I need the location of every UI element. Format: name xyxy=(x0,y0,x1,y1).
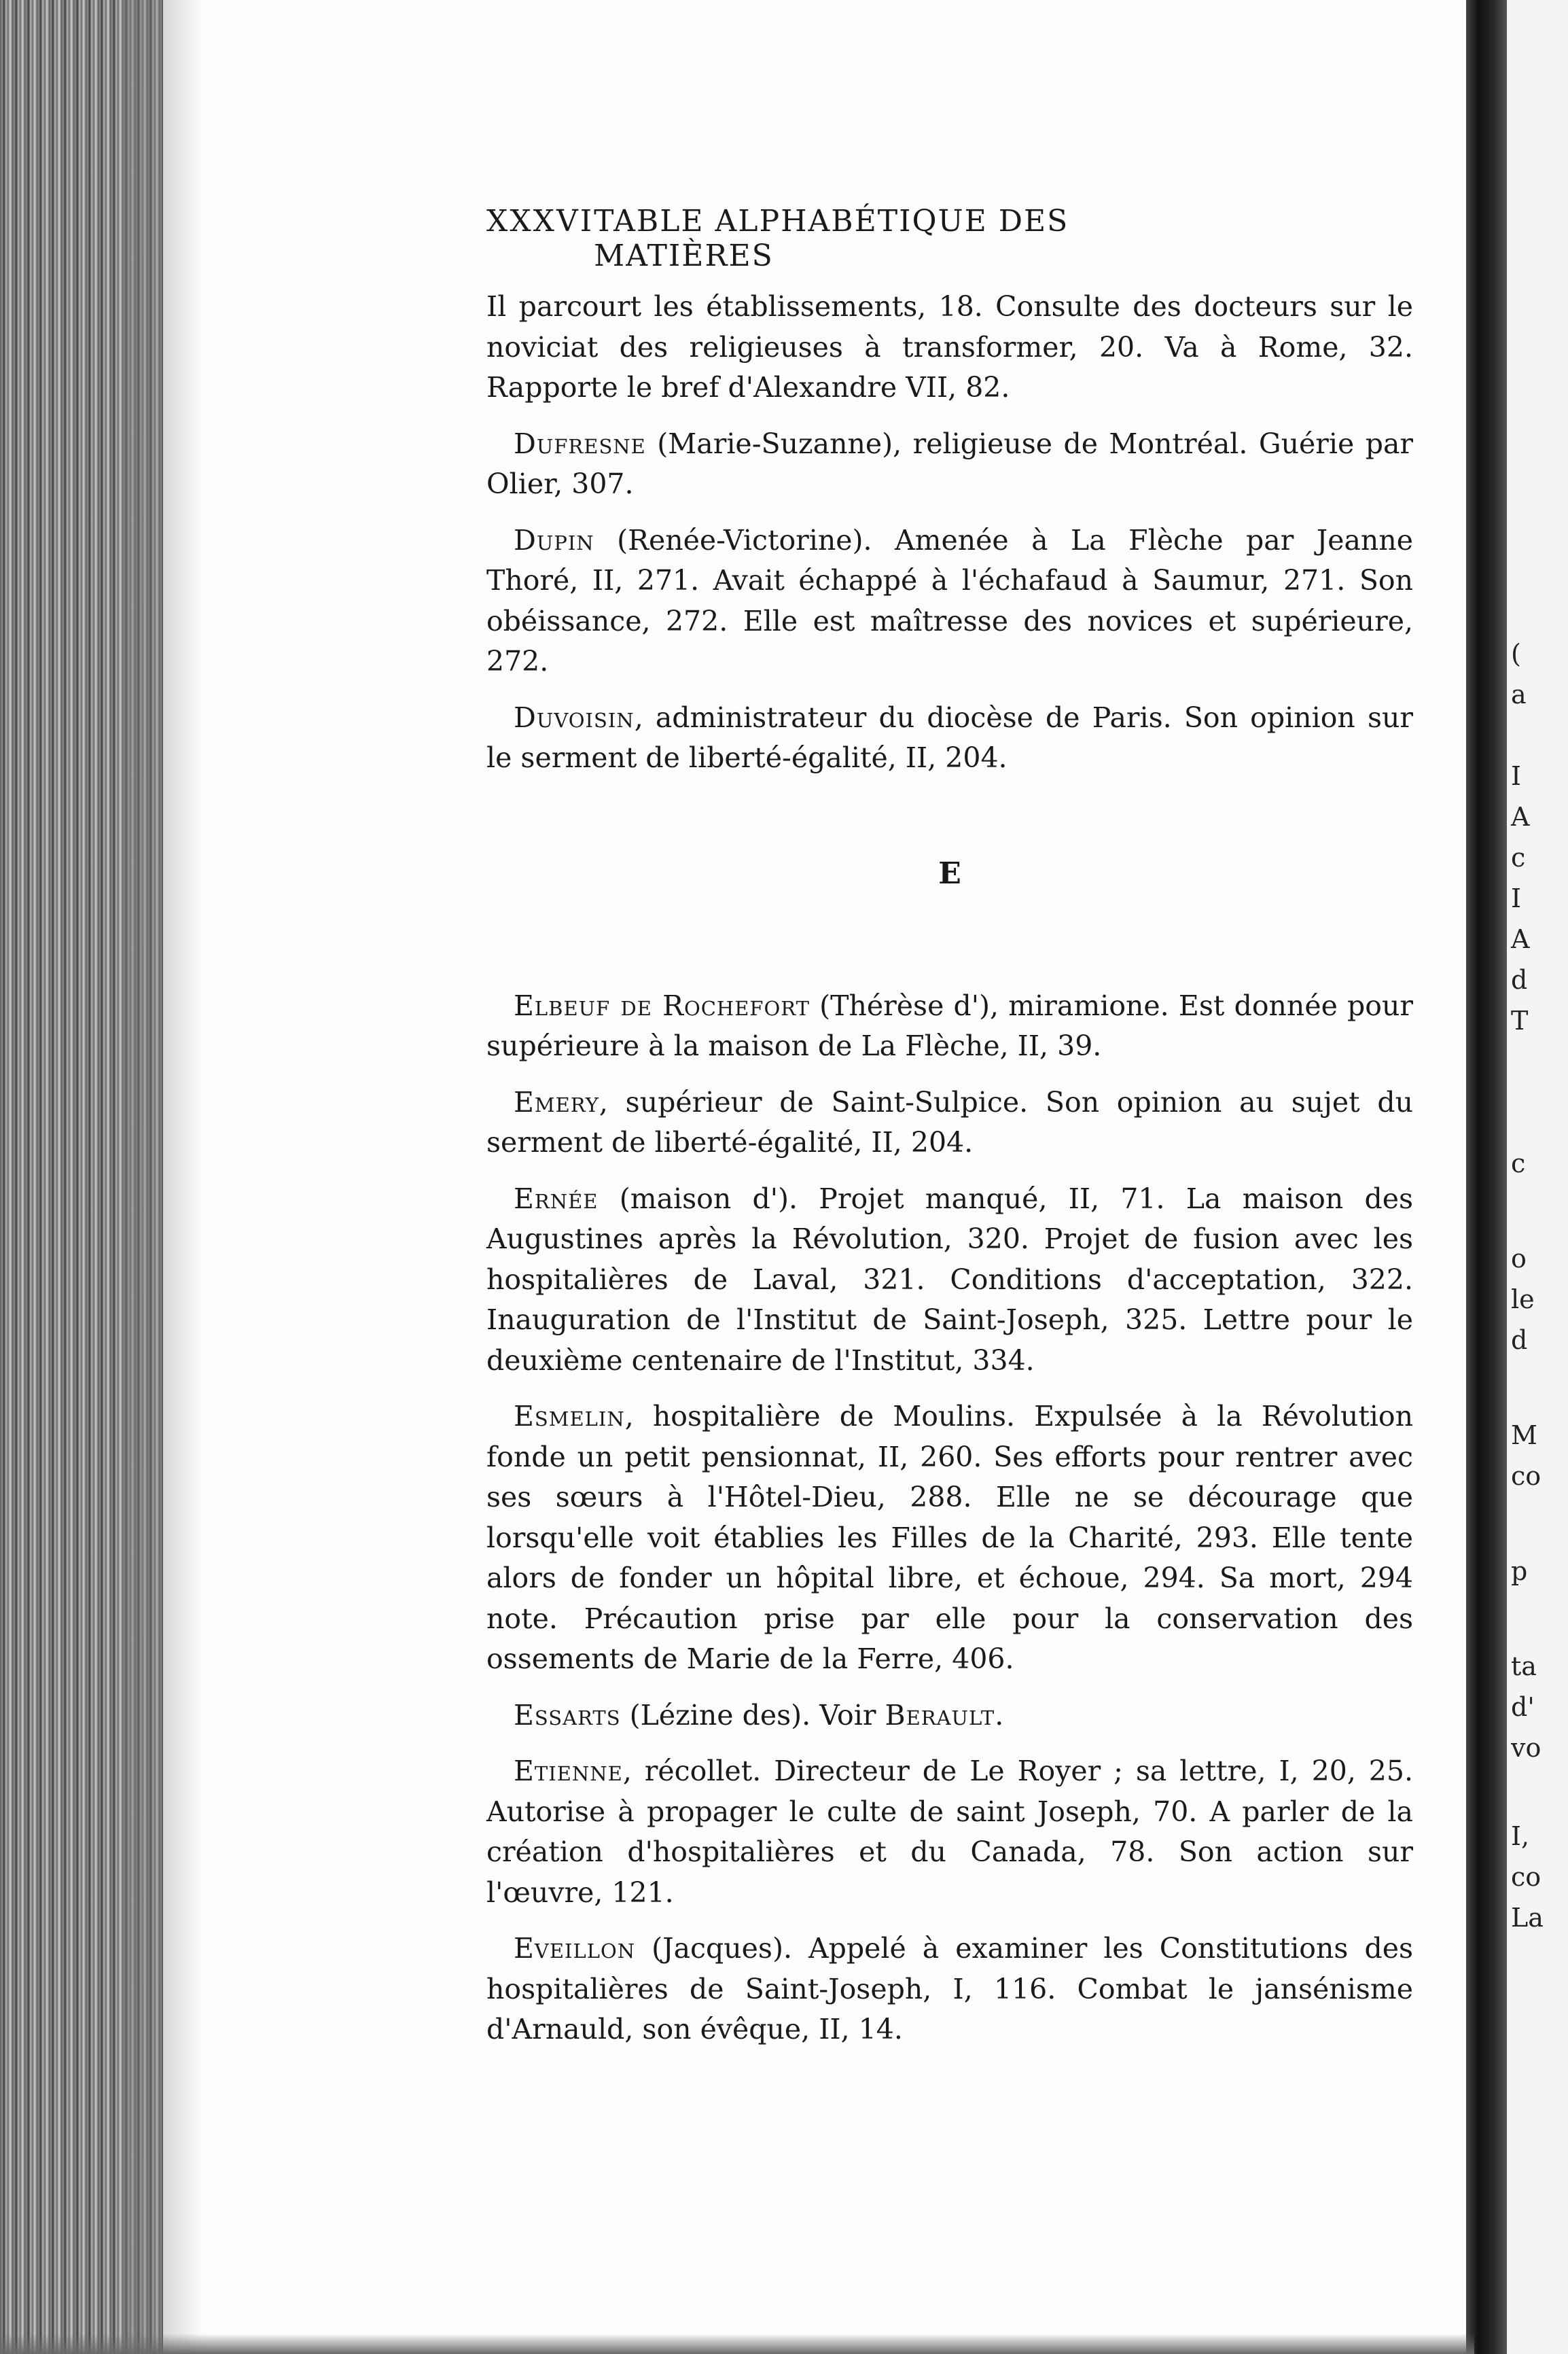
adjacent-page-text-fragment: I xyxy=(1511,883,1522,913)
entry-text: Il parcourt les établissements, 18. Consulte des docteurs sur le noviciat des religieuses à transformer, 20. Va à Rome, 32. Rapporte le bref d'Alexandre VII, 82. xyxy=(486,290,1413,404)
adjacent-page-text-fragment: ( xyxy=(1511,639,1521,669)
entry-tail: . xyxy=(995,1698,1004,1732)
running-header xyxy=(486,204,1413,273)
index-entry xyxy=(486,1179,1413,1382)
entry-headword: Dupin xyxy=(514,523,594,557)
entry-headword: Essarts xyxy=(514,1698,621,1732)
adjacent-page-text-fragment: M xyxy=(1511,1420,1537,1450)
entry-headword: Etienne xyxy=(514,1755,623,1787)
entry-text: (Renée-Victorine). Amenée à La Flèche par Jeanne Thoré, II, 271. Avait échappé à l'échafaud à Saumur, 271. Son obéissance, 272. Elle est maîtresse des novices et supérieure, 272. xyxy=(486,523,1413,678)
index-entry xyxy=(486,1751,1413,1913)
adjacent-page-text-fragment: T xyxy=(1511,1006,1529,1036)
entry-text: , récollet. Directeur de Le Royer ; sa lettre, I, 20, 25. Autorise à propager le culte de saint Joseph, 70. A parler de la création d'hospitalières et du Canada, 78. Son action sur l'œuvre, 121. xyxy=(486,1755,1413,1909)
adjacent-page-text-fragment: d xyxy=(1511,965,1528,995)
running-title: TABLE ALPHABÉTIQUE DES MATIÈRES xyxy=(594,204,1069,273)
entry-text: (Lézine des). Voir xyxy=(620,1698,885,1732)
entry-headword: Duvoisin xyxy=(514,701,635,734)
index-entry xyxy=(486,1929,1413,2050)
adjacent-page-text-fragment: p xyxy=(1511,1556,1528,1586)
entry-text: (Jacques). Appelé à examiner les Constitutions des hospitalières de Saint-Joseph, I, 116. Combat le jansénisme d'Arnauld, son évêque, II, 14. xyxy=(486,1932,1413,2045)
entry-text: (Marie-Suzanne), religieuse de Montréal. Guérie par Olier, 307. xyxy=(486,427,1413,500)
entry-headword: Eveillon xyxy=(514,1932,636,1965)
adjacent-page-text-fragment: ta xyxy=(1511,1651,1537,1681)
bottom-page-edge xyxy=(0,2334,1474,2354)
adjacent-page-text-fragment: le xyxy=(1511,1284,1535,1314)
entry-headword: Elbeuf de Rochefort xyxy=(514,989,810,1022)
entry-text: , administrateur du diocèse de Paris. Son opinion sur le serment de liberté-égalité, II, 204. xyxy=(486,701,1413,774)
entry-text: (Thérèse d'), miramione. Est donnée pour supérieure à la maison de La Flèche, II, 39. xyxy=(486,989,1413,1062)
page-edge-dark xyxy=(1466,0,1507,2354)
adjacent-page-text-fragment: co xyxy=(1511,1461,1542,1491)
entry-headword: Dufresne xyxy=(514,427,646,460)
adjacent-page-text-fragment: d' xyxy=(1511,1692,1535,1722)
adjacent-page-text-fragment: A xyxy=(1511,802,1530,832)
entries-e-section xyxy=(486,986,1413,2050)
index-entry xyxy=(486,521,1413,682)
entry-text: , hospitalière de Moulins. Expulsée à la Révolution fonde un petit pensionnat, II, 260. Ses efforts pour rentrer avec ses sœurs à l'Hôtel-Dieu, 288. Elle ne se décourage que lorsqu'elle voit établies les Filles de la Charité, 293. Elle tente alors de fonder un hôpital libre, et échoue, 294. Sa mort, 294 note. Précaution prise par elle pour la conservation des ossements de Marie de la Ferre, 406. xyxy=(486,1400,1413,1675)
adjacent-page-text-fragment: La xyxy=(1511,1903,1544,1933)
adjacent-page-text-fragment: d xyxy=(1511,1325,1528,1355)
adjacent-page-text-fragment: a xyxy=(1511,680,1527,709)
adjacent-page-text-fragment: o xyxy=(1511,1244,1527,1273)
adjacent-page-text-fragment: c xyxy=(1511,843,1526,873)
adjacent-page-fragment xyxy=(1507,0,1568,2354)
page-content xyxy=(486,204,1413,2066)
index-entry xyxy=(486,1083,1413,1163)
entry-cross-reference: Berault xyxy=(885,1698,995,1732)
index-entry xyxy=(486,1696,1413,1736)
entry-text: (maison d'). Projet manqué, II, 71. La maison des Augustines après la Révolution, 320. Projet de fusion avec les hospitalières de Laval, 321. Conditions d'acceptation, 322. Inauguration de l'Institut de Saint-Joseph, 325. Lettre pour le deuxième centenaire de l'Institut, 334. xyxy=(486,1182,1413,1377)
entry-headword: Ernée xyxy=(514,1182,599,1215)
adjacent-page-text-fragment: A xyxy=(1511,924,1530,954)
adjacent-page-text-fragment: vo xyxy=(1511,1733,1542,1763)
index-entry xyxy=(486,986,1413,1067)
page-number: XXXVI xyxy=(486,204,594,239)
adjacent-page-text-fragment: co xyxy=(1511,1862,1542,1892)
adjacent-page-text-fragment: I xyxy=(1511,761,1522,791)
gutter-shadow xyxy=(122,0,204,2354)
index-entry xyxy=(486,698,1413,779)
index-entry xyxy=(486,424,1413,505)
entry-headword: Esmelin xyxy=(514,1400,625,1433)
adjacent-page-text-fragment: c xyxy=(1511,1148,1526,1178)
index-entry xyxy=(486,1396,1413,1680)
adjacent-page-text-fragment: I, xyxy=(1511,1821,1530,1851)
index-entry xyxy=(486,287,1413,408)
entries-d-section xyxy=(486,287,1413,779)
entry-headword: Emery xyxy=(514,1085,599,1119)
entry-text: , supérieur de Saint-Sulpice. Son opinion au sujet du serment de liberté-égalité, II, 204. xyxy=(486,1085,1413,1159)
section-letter: E xyxy=(938,856,961,891)
